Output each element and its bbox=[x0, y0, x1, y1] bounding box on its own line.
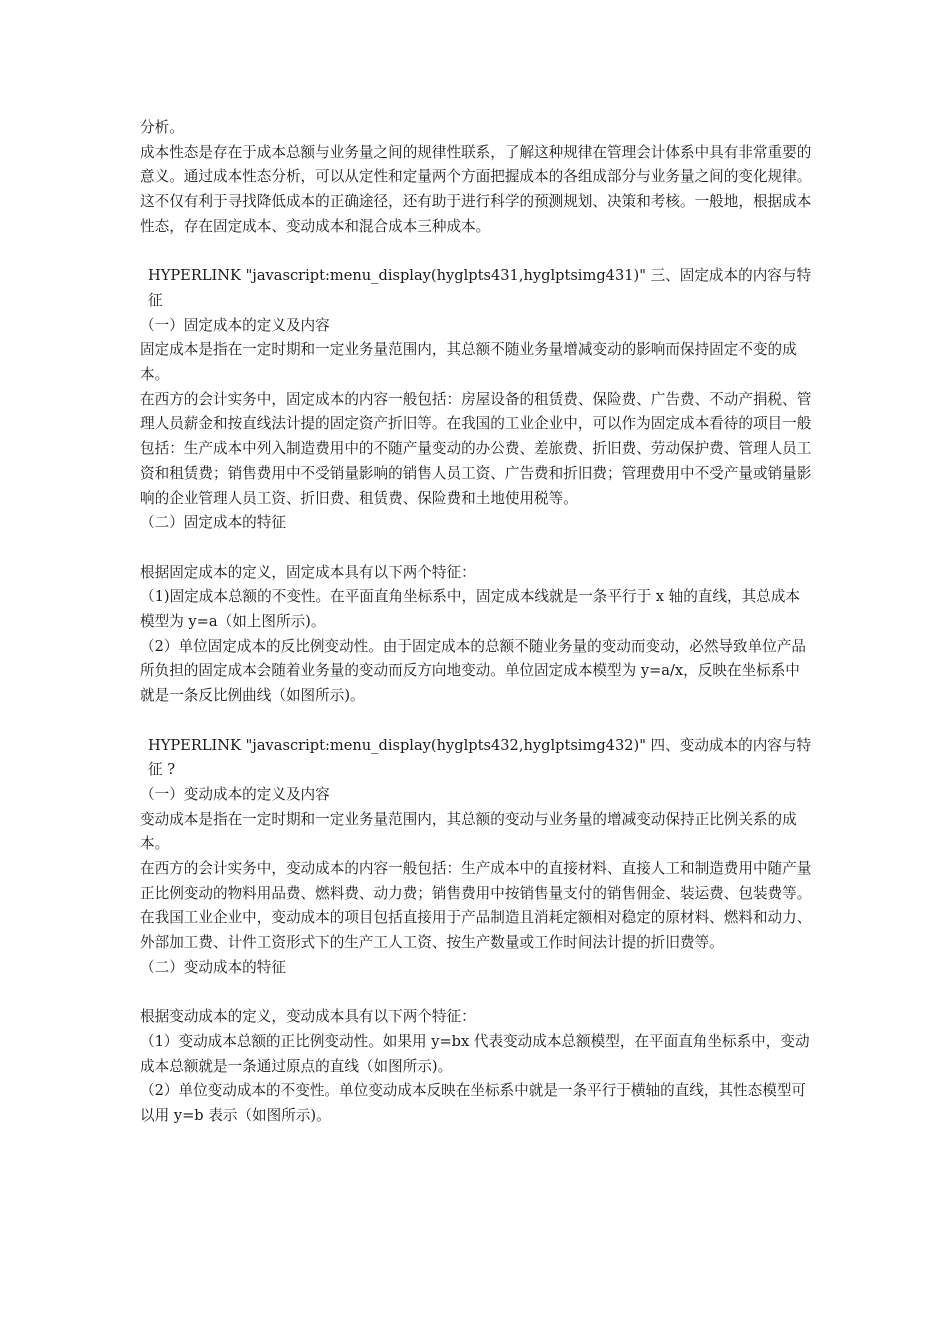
subheading-variable-cost-definition: （一）变动成本的定义及内容 bbox=[140, 785, 330, 803]
hyperlink-heading-fixed-cost[interactable]: HYPERLINK "javascript:menu_display(hyglpts431,hyglptsimg431)" 三、固定成本的内容与特征 bbox=[148, 267, 812, 309]
paragraph-variable-cost-definition: 变动成本是指在一定时期和一定业务量范围内，其总额的变动与业务量的增减变动保持正比例关系的成本。 bbox=[140, 810, 797, 853]
paragraph-fragment: 分析。 bbox=[140, 119, 184, 136]
subheading-fixed-cost-features: （二）固定成本的特征 bbox=[140, 514, 286, 532]
paragraph-fixed-cost-feature-2: （2）单位固定成本的反比例变动性。由于固定成本的总额不随业务量的变动而变动，必然导致单位产品所负担的固定成本会随着业务量的变动而反方向地变动。单位固定成本模型为 y=a/x，反映在坐标系中就是一条反比例曲线（如图所示)。 bbox=[140, 637, 807, 705]
document-body bbox=[140, 116, 812, 1129]
paragraph-variable-cost-feature-2: （2）单位变动成本的不变性。单位变动成本反映在坐标系中就是一条平行于横轴的直线，其性态模型可以用 y=b 表示（如图所示)。 bbox=[140, 1082, 807, 1125]
paragraph-fixed-cost-content: 在西方的会计实务中，固定成本的内容一般包括：房屋设备的租赁费、保险费、广告费、不动产捐税、管理人员薪金和按直线法计提的固定资产折旧等。在我国的工业企业中，可以作为固定成本看待的项目一般包括：生产成本中列入制造费用中的不随产量变动的办公费、差旅费、折旧费、劳动保护费、管理人员工资和租赁费；销售费用中不受销量影响的销售人员工资、广告费和折旧费；管理费用中不受产量或销量影响的企业管理人员工资、折旧费、租赁费、保险费和土地使用税等。 bbox=[140, 390, 812, 507]
hyperlink-heading-variable-cost[interactable]: HYPERLINK "javascript:menu_display(hyglpts432,hyglptsimg432)" 四、变动成本的内容与特征 ? bbox=[148, 736, 812, 779]
blank-line bbox=[140, 709, 812, 734]
blank-line bbox=[140, 240, 812, 265]
paragraph-variable-cost-features-intro: 根据变动成本的定义，变动成本具有以下两个特征： bbox=[140, 1008, 476, 1026]
paragraph-cost-behavior: 成本性态是存在于成本总额与业务量之间的规律性联系，了解这种规律在管理会计体系中具有非常重要的意义。通过成本性态分析，可以从定性和定量两个方面把握成本的各组成部分与业务量之间的变化规律。这不仅有利于寻找降低成本的正确途径，还有助于进行科学的预测规划、决策和考核。一般地，根据成本性态，存在固定成本、变动成本和混合成本三种成本。 bbox=[140, 143, 812, 235]
subheading-fixed-cost-definition: （一）固定成本的定义及内容 bbox=[140, 316, 330, 334]
paragraph-fixed-cost-feature-1: （1)固定成本总额的不变性。在平面直角坐标系中，固定成本线就是一条平行于 x 轴的直线，其总成本模型为 y=a（如上图所示)。 bbox=[140, 588, 801, 631]
blank-line bbox=[140, 981, 812, 1006]
paragraph-variable-cost-content: 在西方的会计实务中，变动成本的内容一般包括：生产成本中的直接材料、直接人工和制造费用中随产量正比例变动的物料用品费、燃料费、动力费；销售费用中按销售量支付的销售佣金、装运费、包装费等。在我国工业企业中，变动成本的项目包括直接用于产品制造且消耗定额相对稳定的原材料、燃料和动力、外部加工费、计件工资形式下的生产工人工资、按生产数量或工作时间法计提的折旧费等。 bbox=[140, 860, 812, 952]
paragraph-fixed-cost-features-intro: 根据固定成本的定义，固定成本具有以下两个特征： bbox=[140, 563, 476, 581]
subheading-variable-cost-features: （二）变动成本的特征 bbox=[140, 958, 286, 976]
paragraph-fixed-cost-definition: 固定成本是指在一定时期和一定业务量范围内，其总额不随业务量增减变动的影响而保持固定不变的成本。 bbox=[140, 341, 797, 384]
blank-line bbox=[140, 536, 812, 561]
paragraph-variable-cost-feature-1: （1）变动成本总额的正比例变动性。如果用 y=bx 代表变动成本总额模型，在平面直角坐标系中，变动成本总额就是一条通过原点的直线（如图所示)。 bbox=[140, 1032, 810, 1075]
